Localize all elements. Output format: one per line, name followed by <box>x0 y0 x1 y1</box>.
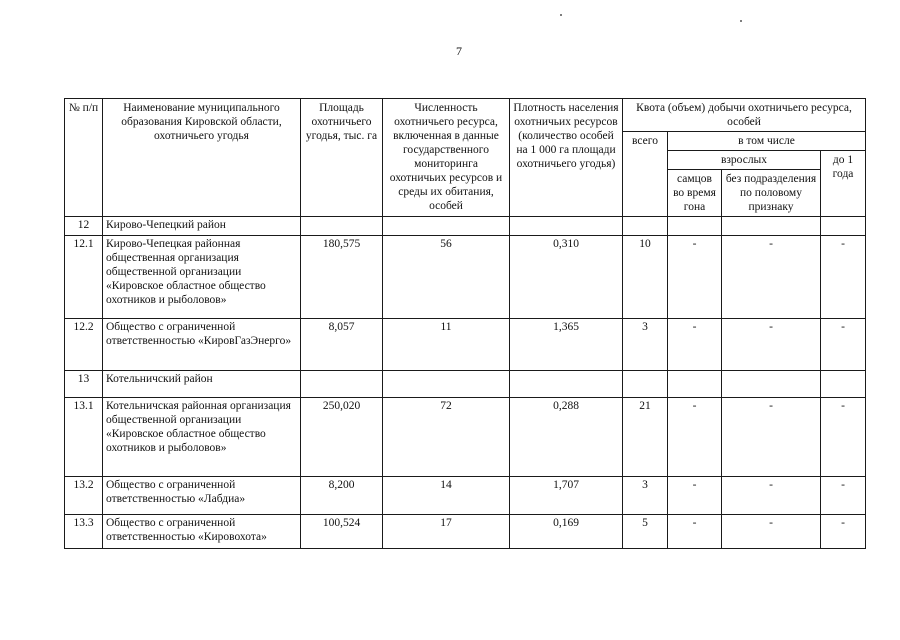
row-total: 21 <box>623 398 668 477</box>
row-count: 17 <box>383 515 510 549</box>
table-row-district <box>65 217 866 236</box>
row-young: - <box>821 236 866 319</box>
row-area: 250,020 <box>301 398 383 477</box>
row-young: - <box>821 477 866 515</box>
row-total: 10 <box>623 236 668 319</box>
row-nosplit: - <box>722 236 821 319</box>
scan-speck <box>560 14 562 16</box>
header-including: в том числе <box>668 132 866 151</box>
scan-speck <box>740 20 742 22</box>
row-density: 1,707 <box>510 477 623 515</box>
row-name: Общество с ограниченной ответственностью «Кировохота» <box>103 515 301 549</box>
table-row <box>65 319 866 371</box>
row-young: - <box>821 515 866 549</box>
header-name: Наименование муниципального образования Кировской области, охотничьего угодья <box>103 99 301 217</box>
row-area: 8,200 <box>301 477 383 515</box>
row-area: 8,057 <box>301 319 383 371</box>
row-young: - <box>821 319 866 371</box>
row-name: Котельничский район <box>103 371 301 398</box>
row-males: - <box>668 398 722 477</box>
header-adults: взрослых <box>668 151 821 170</box>
row-num: 12.2 <box>65 319 103 371</box>
quota-table <box>64 98 866 549</box>
row-area: 100,524 <box>301 515 383 549</box>
row-total: 3 <box>623 477 668 515</box>
row-area: 180,575 <box>301 236 383 319</box>
row-males: - <box>668 236 722 319</box>
row-count: 11 <box>383 319 510 371</box>
row-num: 13.2 <box>65 477 103 515</box>
row-nosplit: - <box>722 515 821 549</box>
header-total: всего <box>623 132 668 217</box>
row-num: 12 <box>65 217 103 236</box>
table-row <box>65 515 866 549</box>
header-quota: Квота (объем) добычи охотничьего ресурса, особей <box>623 99 866 132</box>
header-area: Площадь охотничьего угодья, тыс. га <box>301 99 383 217</box>
row-nosplit: - <box>722 398 821 477</box>
row-total: 5 <box>623 515 668 549</box>
row-name: Котельничская районная организация общественной организации «Кировское областное общество охотников и рыболовов» <box>103 398 301 477</box>
row-density: 0,288 <box>510 398 623 477</box>
row-count: 56 <box>383 236 510 319</box>
header-under-one: до 1 года <box>821 151 866 217</box>
row-name: Общество с ограниченной ответственностью «КировГазЭнерго» <box>103 319 301 371</box>
row-nosplit: - <box>722 319 821 371</box>
row-name: Кирово-Чепецкий район <box>103 217 301 236</box>
table-row <box>65 398 866 477</box>
row-count: 14 <box>383 477 510 515</box>
header-density: Плотность населения охотничьих ресурсов (количество особей на 1 000 га площади охотничьего угодья) <box>510 99 623 217</box>
row-males: - <box>668 477 722 515</box>
row-density: 0,169 <box>510 515 623 549</box>
row-total: 3 <box>623 319 668 371</box>
row-name: Кирово-Чепецкая районная общественная организация общественной организации «Кировское областное общество охотников и рыболовов» <box>103 236 301 319</box>
row-num: 13.1 <box>65 398 103 477</box>
page-number: 7 <box>456 44 462 58</box>
row-density: 0,310 <box>510 236 623 319</box>
table-row <box>65 477 866 515</box>
row-nosplit: - <box>722 477 821 515</box>
row-num: 12.1 <box>65 236 103 319</box>
row-name: Общество с ограниченной ответственностью «Лабдиа» <box>103 477 301 515</box>
table-row-district <box>65 371 866 398</box>
row-males: - <box>668 515 722 549</box>
header-num: № п/п <box>65 99 103 217</box>
row-density: 1,365 <box>510 319 623 371</box>
row-males: - <box>668 319 722 371</box>
header-males-rut: самцов во время гона <box>668 170 722 217</box>
row-count: 72 <box>383 398 510 477</box>
header-no-sex-split: без подразделения по половому признаку <box>722 170 821 217</box>
table-row <box>65 236 866 319</box>
header-count: Численность охотничьего ресурса, включенная в данные государственного мониторинга охотничьих ресурсов и среды их обитания, особей <box>383 99 510 217</box>
row-num: 13.3 <box>65 515 103 549</box>
row-num: 13 <box>65 371 103 398</box>
row-young: - <box>821 398 866 477</box>
